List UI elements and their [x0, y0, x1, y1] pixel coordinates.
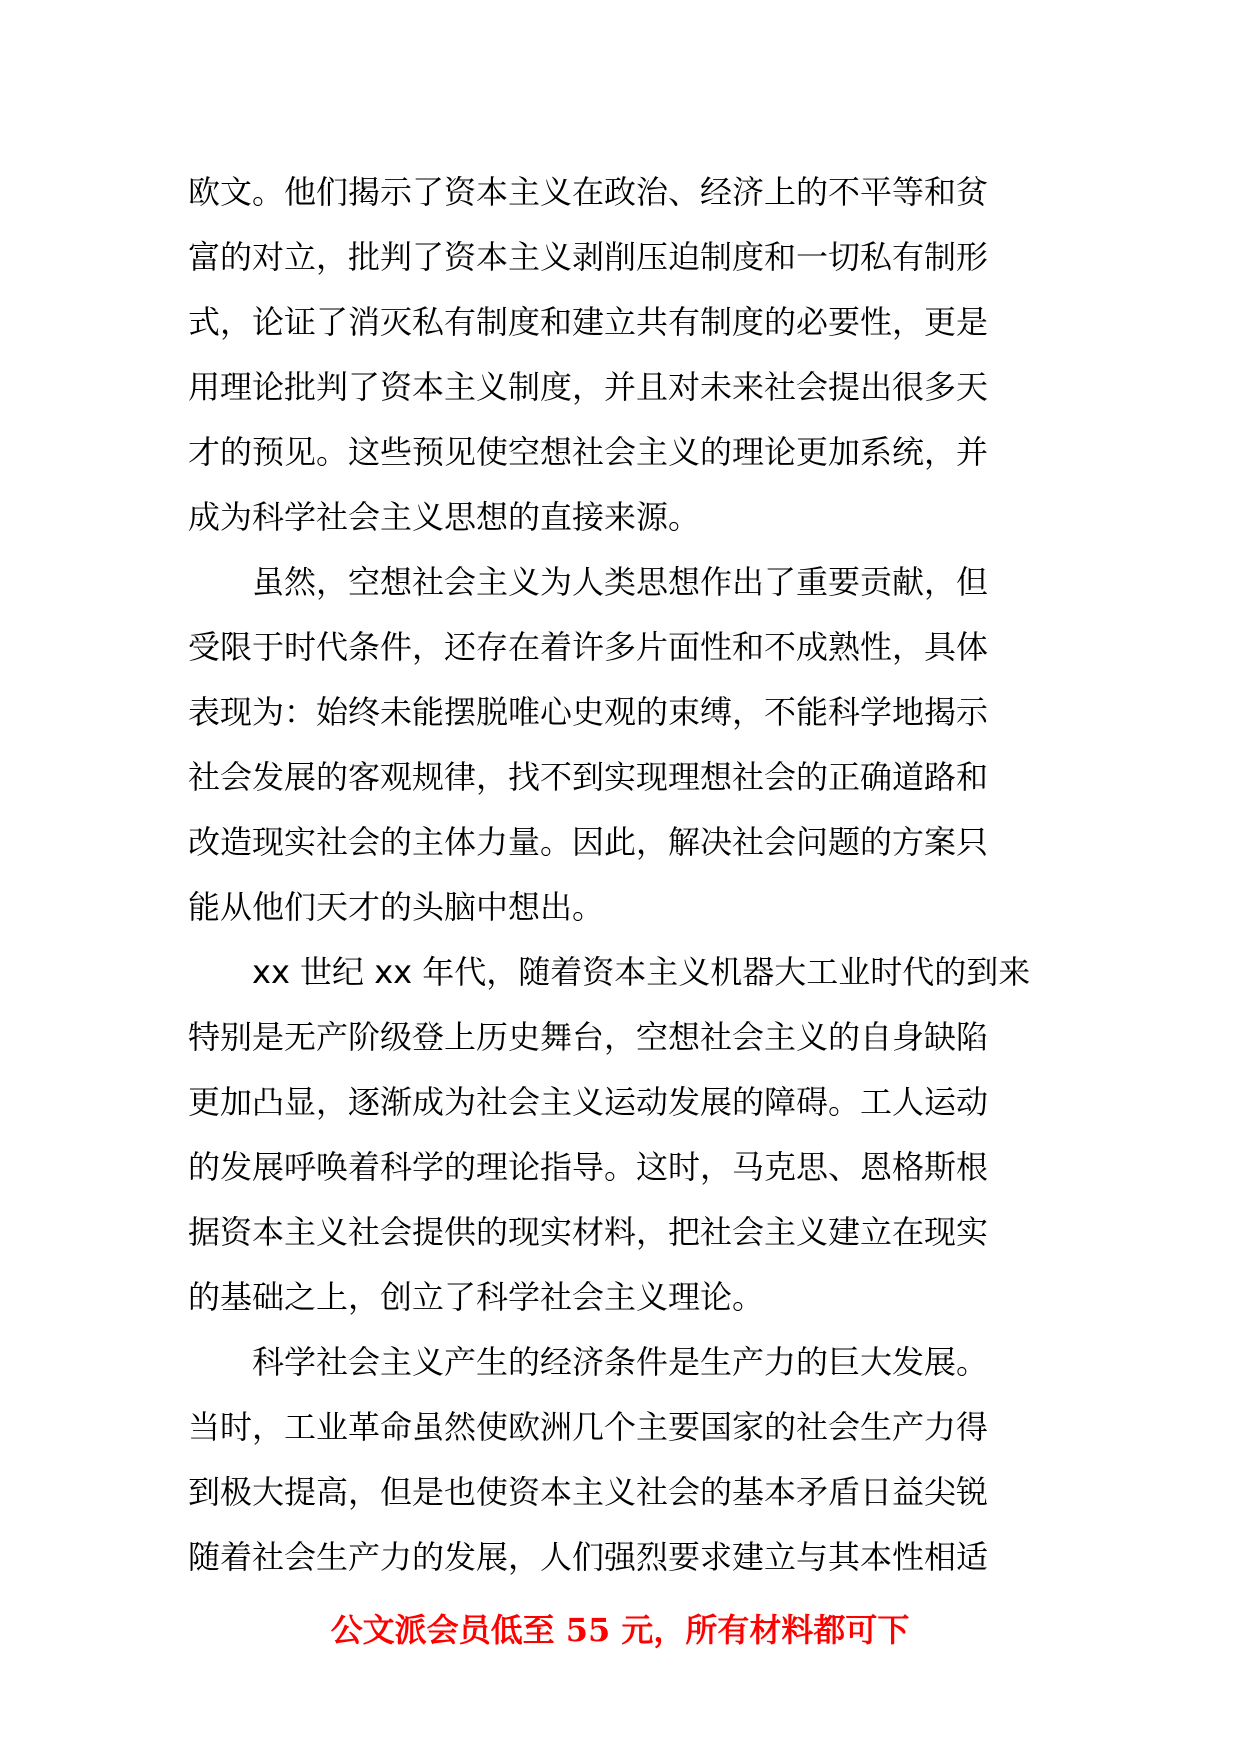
text-line: 受限于时代条件，还存在着许多片面性和不成熟性，具体: [188, 628, 989, 666]
text-line: 的发展呼唤着科学的理论指导。这时，马克思、恩格斯根: [188, 1148, 989, 1186]
text-line: 到极大提高，但是也使资本主义社会的基本矛盾日益尖锐: [188, 1473, 989, 1511]
text-line: 虽然，空想社会主义为人类思想作出了重要贡献，但: [252, 563, 989, 601]
text-line: 能从他们天才的头脑中想出。: [188, 888, 605, 926]
text-line: 科学社会主义产生的经济条件是生产力的巨大发展。: [252, 1343, 989, 1381]
text-line: 随着社会生产力的发展，人们强烈要求建立与其本性相适: [188, 1538, 989, 1576]
text-line: 据资本主义社会提供的现实材料，把社会主义建立在现实: [188, 1213, 989, 1251]
text-line: 特别是无产阶级登上历史舞台，空想社会主义的自身缺陷: [188, 1018, 989, 1056]
body-text: [188, 160, 1062, 1590]
text-line: xx 世纪 xx 年代，随着资本主义机器大工业时代的到来: [252, 953, 1031, 991]
text-line: 的基础之上，创立了科学社会主义理论。: [188, 1278, 765, 1316]
text-line: 表现为：始终未能摆脱唯心史观的束缚，不能科学地揭示: [188, 693, 989, 731]
text-line: 式，论证了消灭私有制度和建立共有制度的必要性，更是: [188, 303, 989, 341]
text-line: 欧文。他们揭示了资本主义在政治、经济上的不平等和贫: [188, 173, 989, 211]
text-line: 更加凸显，逐渐成为社会主义运动发展的障碍。工人运动: [188, 1083, 989, 1121]
footer-promo-note: 公文派会员低至 55 元，所有材料都可下: [330, 1611, 910, 1649]
text-line: 成为科学社会主义思想的直接来源。: [188, 498, 701, 536]
text-line: 社会发展的客观规律，找不到实现理想社会的正确道路和: [188, 758, 989, 796]
text-line: 才的预见。这些预见使空想社会主义的理论更加系统，并: [188, 433, 989, 471]
text-line: 富的对立，批判了资本主义剥削压迫制度和一切私有制形: [188, 238, 989, 276]
text-line: 用理论批判了资本主义制度，并且对未来社会提出很多天: [188, 368, 989, 406]
text-line: 改造现实社会的主体力量。因此，解决社会问题的方案只: [188, 823, 989, 861]
text-line: 当时，工业革命虽然使欧洲几个主要国家的社会生产力得: [188, 1408, 989, 1446]
